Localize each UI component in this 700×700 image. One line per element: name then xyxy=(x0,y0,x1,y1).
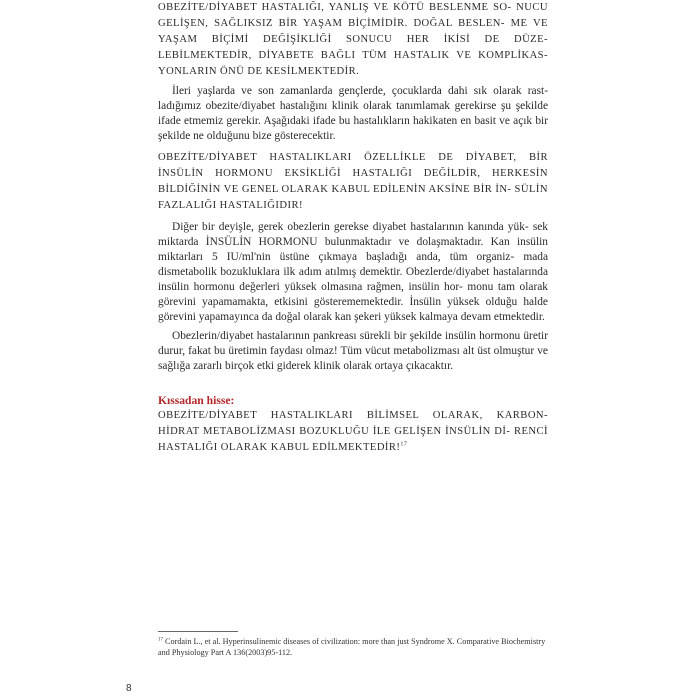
paragraph-insulin-resistance xyxy=(158,408,548,456)
text-line: RENCİ HASTALIĞI OLARAK KABUL EDİLMEKTEDİR! xyxy=(158,426,548,453)
text-line: mada dismetabolik bozukluklara ilk adım atılmış demektir. Obezlerde/diyabet xyxy=(158,251,548,278)
footnote-reference: 17 xyxy=(400,441,408,448)
text-line: ME VE YAŞAM BİÇİMİ DEĞİŞİKLİĞİ SONUCU HER İKİSİ DE DÜZE- xyxy=(158,18,548,45)
footnote-number: 17 xyxy=(158,637,163,643)
text-line: olmuştur ve sağlığa zararlı birçok etki giderek klinik olarak ortaya çıkacaktır. xyxy=(158,345,548,372)
footnote xyxy=(158,636,550,658)
text-line: SÜLİN FAZLALIĞI HASTALIĞIDIR! xyxy=(158,184,548,211)
text-line: YONLARIN ÖNÜ DE KESİLMEKTEDİR. xyxy=(158,66,360,77)
kissadan-hisse-heading: Kıssadan hisse: xyxy=(158,394,235,407)
text-line: İNSÜLİN HORMONU EKSİKLİĞİ HASTALIĞI DEĞİLDİR, HERKESİN xyxy=(158,168,548,179)
text-line: İleri yaşlarda ve son zamanlarda gençlerde, çocuklarda dahi sık olarak rast- xyxy=(172,85,548,97)
footnote-divider xyxy=(158,631,238,632)
text-line: şekilde ifade etmemiz gerekir. Aşağıdaki ifade bu hastalıkların hakikaten en xyxy=(158,100,548,127)
page-body xyxy=(158,0,548,456)
text-line: OBEZİTE/DİYABET HASTALIKLARI ÖZELLİKLE DE DİYABET, BİR xyxy=(158,152,548,163)
text-line: insülin miktarları 5 IU/ml'nin üstüne çıkmaya başladığı anda, tüm organiz- xyxy=(158,236,548,263)
footnote-text: Cordain L., et al. Hyperinsulinemic diseases of civilization: more than just Syndrome X. Comparative Biochemistry and Physiology Part A 136(2003)95-112. xyxy=(158,637,546,657)
text-line: ladığımız obezite/diyabet hastalığını klinik olarak tanımlamak gerekirse şu xyxy=(158,100,512,112)
text-line: Diğer bir deyişle, gerek obezlerin gerekse diyabet hastalarının kanında yük- xyxy=(172,221,529,233)
text-line: sek miktarda İNSÜLİN HORMONU bulunmaktadır ve dolaşmaktadır. Kan xyxy=(158,221,548,248)
text-line: NUCU GELİŞEN, SAĞLIKSIZ BİR YAŞAM BİÇİMİDİR. DOĞAL BESLEN- xyxy=(158,2,548,29)
text-line: kalmaya devam etmektedir. xyxy=(419,311,545,323)
text-line: LEBİLMEKTEDİR, DİYABETE BAĞLI TÜM HASTALIK VE KOMPLİKAS- xyxy=(158,50,548,61)
text-line: yüksek olduğu halde görevini yapamayınca da doğal olarak kan şekeri yüksek xyxy=(158,296,548,323)
text-line: basit ve açık bir şekilde ne olduğunu bize gösterecektir. xyxy=(158,115,548,142)
paragraph-obesity-lifestyle xyxy=(158,0,548,80)
text-line: üretir durur, fakat bu üretimin faydası olmaz! Tüm vücut metabolizması alt üst xyxy=(158,330,548,357)
paragraph-insulin-excess xyxy=(158,150,548,214)
paragraph-clinical-definition xyxy=(158,84,548,144)
text-line: HİDRAT METABOLİZMASI BOZUKLUĞU İLE GELİŞEN İNSÜLİN Dİ- xyxy=(158,426,511,437)
text-line: hastalarında insülin hormonu değerleri yüksek olmasına rağmen, insülin hor- xyxy=(158,266,548,293)
text-line: BİLDİĞİNİN VE GENEL OLARAK KABUL EDİLENİN AKSİNE BİR İN- xyxy=(158,184,512,195)
text-line: OBEZİTE/DİYABET HASTALIĞI, YANLIŞ VE KÖTÜ BESLENME SO- xyxy=(158,2,512,13)
paragraph-pancreas xyxy=(158,329,548,374)
text-line: OBEZİTE/DİYABET HASTALIKLARI BİLİMSEL OLARAK, KARBON- xyxy=(158,410,548,421)
text-line: monu tam olarak görevini yapamamakta, etkisini gösterememektedir. İnsülin xyxy=(158,281,548,308)
text-line: Obezlerin/diyabet hastalarının pankreası sürekli bir şekilde insülin hormonu xyxy=(172,330,521,342)
page-number: 8 xyxy=(126,683,132,694)
paragraph-high-insulin xyxy=(158,220,548,325)
